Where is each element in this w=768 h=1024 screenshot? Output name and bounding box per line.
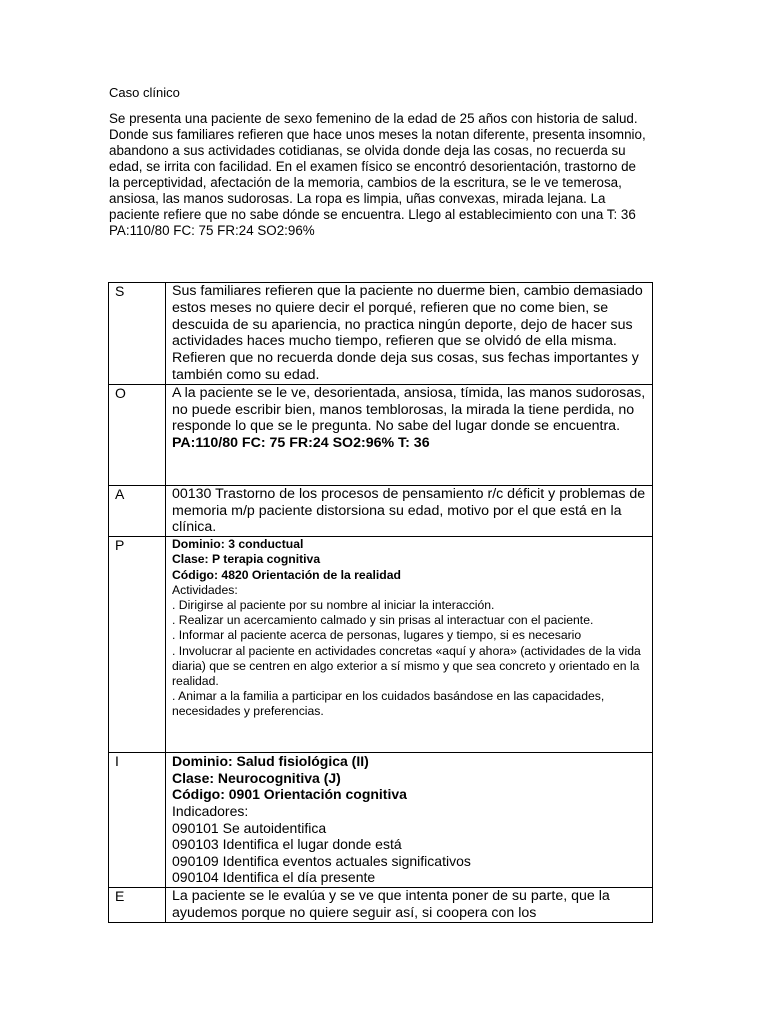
plan-clase: Clase: P terapia cognitiva [172, 552, 321, 567]
plan-cell [166, 537, 653, 753]
intervention-indicadores-label: Indicadores: [172, 802, 249, 819]
row-letter-e: E [109, 888, 166, 923]
table-row-e [109, 888, 653, 923]
plan-dominio: Dominio: 3 conductual [172, 537, 304, 552]
case-title: Caso clínico [109, 85, 180, 100]
subjective-text: Sus familiares refieren que la paciente no duerme bien, cambio demasiado estos meses no quiere decir el porqué, refieren que no come bien, se descuida de su apariencia, no practica ningún deporte, dejo de hacer sus actividades haces mucho tiempo, refieren que se olvidó de ella misma. Refieren que no recuerda donde deja sus cosas, sus fechas importantes y también como su edad. [166, 283, 653, 385]
case-description: Se presenta una paciente de sexo femenino de la edad de 25 años con historia de salud. Donde sus familiares refieren que hace unos meses la notan diferente, presenta insomnio, abandono a sus actividades cotidianas, se olvida donde deja las cosas, no recuerda su edad, se irrita con facilidad. En el examen físico se encontró desorientación, trastorno de la perceptividad, afectación de la memoria, cambios de la escritura, se le ve temerosa, ansiosa, las manos sudorosas. La ropa es limpia, uñas convexas, mirada lejana. La paciente refiere que no sabe dónde se encuentra. Llego al establecimiento con una T: 36 PA:110/80 FC: 75 FR:24 SO2:96% [109, 111, 646, 238]
plan-activity: . Dirigirse al paciente por su nombre al iniciar la interacción. [172, 597, 495, 612]
plan-activity: . Realizar un acercamiento calmado y sin prisas al interactuar con el paciente. [172, 613, 594, 628]
intervention-clase: Clase: Neurocognitiva (J) [172, 769, 341, 786]
table-row-p [109, 537, 653, 753]
plan-codigo: Código: 4820 Orientación de la realidad [172, 567, 401, 582]
table-row-a [109, 485, 653, 536]
indicator-item: 090109 Identifica eventos actuales significativos [172, 852, 471, 869]
intervention-cell [166, 753, 653, 888]
evaluation-cell [166, 888, 653, 923]
intervention-codigo: Código: 0901 Orientación cognitiva [172, 786, 407, 803]
row-letter-a: A [109, 485, 166, 536]
row-letter-i: I [109, 753, 166, 888]
plan-activity: . Involucrar al paciente en actividades concretas «aquí y ahora» (actividades de la vida diaria) que se centren en algo exterior a sí mismo y que sea concreto y orientado en la realidad. [172, 643, 641, 688]
objective-cell [166, 384, 653, 485]
evaluation-text: La paciente se le evalúa y se ve que intenta poner de su parte, que la ayudemos porque no quiere seguir así, si coopera con los [172, 888, 610, 921]
assessment-text: 00130 Trastorno de los procesos de pensamiento r/c déficit y problemas de memoria m/p paciente distorsiona su edad, motivo por el que está en la clínica. [166, 485, 653, 536]
row-letter-o: O [109, 384, 166, 485]
plan-activity: . Animar a la familia a participar en los cuidados basándose en las capacidades, necesidades y preferencias. [172, 689, 605, 719]
vital-signs: PA:110/80 FC: 75 FR:24 SO2:96% T: 36 [172, 435, 430, 452]
plan-activity: . Informar al paciente acerca de personas, lugares y tiempo, si es necesario [172, 628, 582, 643]
intervention-dominio: Dominio: Salud fisiológica (II) [172, 753, 369, 770]
row-letter-p: P [109, 537, 166, 753]
soapie-table [108, 282, 653, 923]
indicator-item: 090103 Identifica el lugar donde está [172, 836, 402, 853]
indicator-item: 090101 Se autoidentifica [172, 819, 327, 836]
objective-text: A la paciente se le ve, desorientada, ansiosa, tímida, las manos sudorosas, no puede escribir bien, manos temblorosas, la mirada la tiene perdida, no responde lo que se le pregunta. No sabe del lugar donde se encuentra. [172, 384, 646, 435]
indicator-item: 090104 Identifica el día presente [172, 869, 376, 886]
row-letter-s: S [109, 283, 166, 385]
table-row-s [109, 283, 653, 385]
plan-actividades-label: Actividades: [172, 582, 238, 597]
table-row-i [109, 753, 653, 888]
table-row-o [109, 384, 653, 485]
